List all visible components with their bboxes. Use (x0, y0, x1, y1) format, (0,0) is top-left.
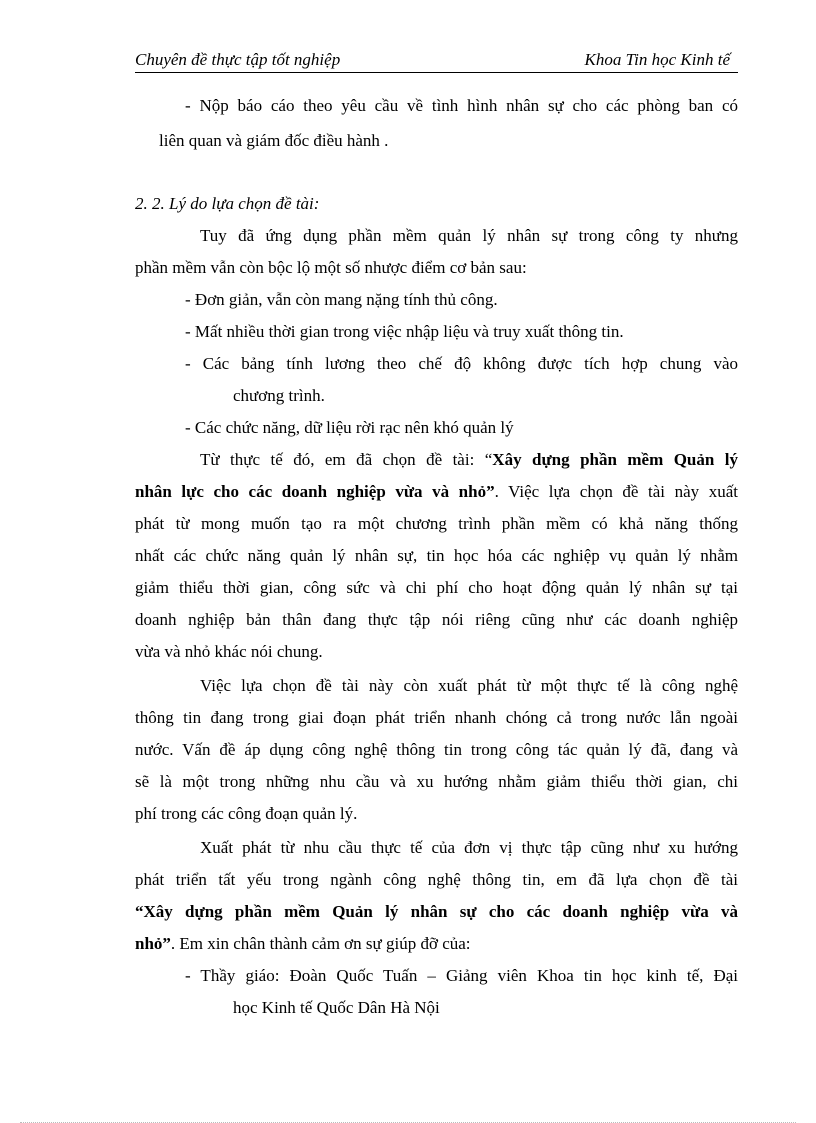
bullet-4: - Các chức năng, dữ liệu rời rạc nên khó quản lý (185, 418, 514, 437)
para3-line-5: phí trong các công đoạn quản lý. (135, 804, 358, 823)
thanks-line-1: - Thầy giáo: Đoàn Quốc Tuấn – Giảng viên Khoa tin học kinh tế, Đại (185, 966, 738, 985)
project-title-part-2: nhân lực cho các doanh nghiệp vừa và nhỏ” (135, 482, 495, 501)
para2-line-3: phát từ mong muốn tạo ra một chương trình phần mềm có khả năng thống (135, 514, 738, 533)
intro-line-1: - Nộp báo cáo theo yêu cầu về tình hình nhân sự cho các phòng ban có (185, 96, 738, 115)
para1-line-1: Tuy đã ứng dụng phần mềm quản lý nhân sự trong công ty nhưng (200, 226, 738, 245)
para3-line-1: Việc lựa chọn đề tài này còn xuất phát từ một thực tế là công nghệ (200, 676, 738, 695)
intro-line-2: liên quan và giám đốc điều hành . (159, 131, 389, 150)
para2-line-1-text: Từ thực tế đó, em đã chọn đề tài: “ (200, 450, 493, 469)
section-heading: 2. 2. Lý do lựa chọn đề tài: (135, 194, 320, 213)
bullet-2: - Mất nhiều thời gian trong việc nhập liệu và truy xuất thông tin. (185, 322, 624, 341)
para2-line-2 (135, 476, 738, 508)
para3-line-2: thông tin đang trong giai đoạn phát triển nhanh chóng cả trong nước lẫn ngoài (135, 708, 738, 727)
bullet-3-line-2: chương trình. (233, 386, 325, 405)
para3-line-4: sẽ là một trong những nhu cầu và xu hướng nhằm giảm thiểu thời gian, chi (135, 772, 738, 791)
project-title-part-1: Xây dựng phần mềm Quản lý (492, 450, 739, 469)
project-title-end: nhỏ” (135, 934, 171, 953)
para2-line-2-text: . Việc lựa chọn đề tài này xuất (494, 482, 738, 501)
para3-line-3: nước. Vấn đề áp dụng công nghệ thông tin trong công tác quản lý đã, đang và (135, 740, 738, 759)
para2-line-7: vừa và nhỏ khác nói chung. (135, 642, 323, 661)
para2-line-4: nhất các chức năng quản lý nhân sự, tin học hóa các nghiệp vụ quản lý nhằm (135, 546, 738, 565)
para2-line-6: doanh nghiệp bản thân đang thực tập nói riêng cũng như các doanh nghiệp (135, 610, 738, 629)
header-right-title: Khoa Tin học Kinh tế (584, 50, 730, 69)
para4-line-2: phát triển tất yếu trong ngành công nghệ thông tin, em đã lựa chọn đề tài (135, 870, 738, 889)
para4-line-4 (135, 928, 738, 960)
bullet-1: - Đơn giản, vẫn còn mang nặng tính thủ công. (185, 290, 498, 309)
bullet-3-line-1: - Các bảng tính lương theo chế độ không được tích hợp chung vào (185, 354, 738, 373)
para4-line-1: Xuất phát từ nhu cầu thực tế của đơn vị thực tập cũng như xu hướng (200, 838, 738, 857)
para4-line-4-text: . Em xin chân thành cảm ơn sự giúp đỡ của: (170, 934, 471, 953)
page-header (135, 50, 738, 73)
para4-line-3: “Xây dựng phần mềm Quản lý nhân sự cho các doanh nghiệp vừa và (135, 902, 738, 921)
para1-line-2: phần mềm vẫn còn bộc lộ một số nhược điểm cơ bản sau: (135, 258, 527, 277)
para2-line-5: giảm thiểu thời gian, công sức và chi phí cho hoạt động quản lý nhân sự tại (135, 578, 738, 597)
para2-line-1 (200, 444, 738, 476)
header-left-title: Chuyên đề thực tập tốt nghiệp (135, 50, 341, 69)
thanks-line-2: học Kinh tế Quốc Dân Hà Nội (233, 998, 440, 1017)
